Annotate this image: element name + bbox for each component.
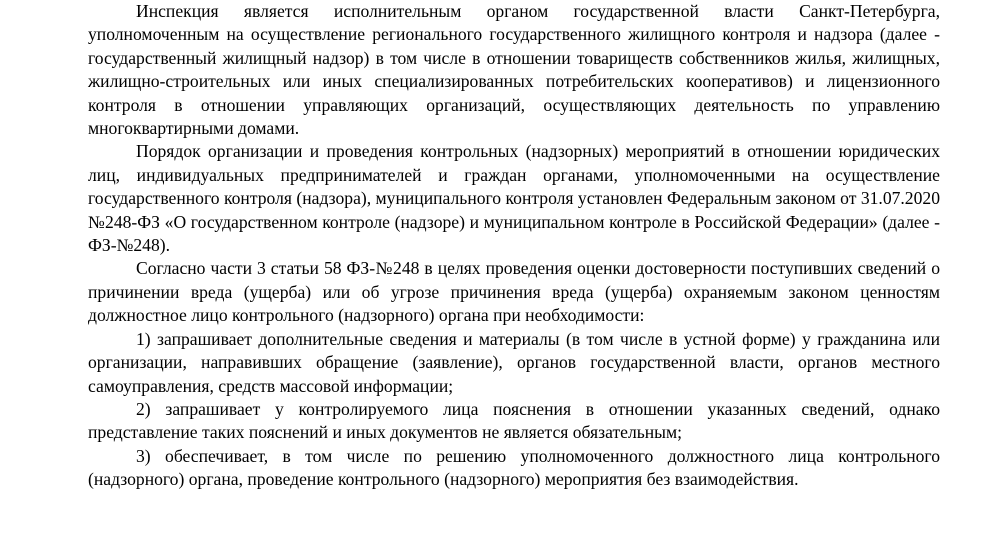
document-body [88, 0, 940, 492]
list-item-2: 2) запрашивает у контролируемого лица пояснения в отношении указанных сведений, однако представление таких пояснений и иных документов не является обязательным; [88, 398, 940, 443]
paragraph-control-procedure: Порядок организации и проведения контрольных (надзорных) мероприятий в отношении юридических лиц, индивидуальных предпринимателей и граждан органами, уполномоченными на осуществление государственного контроля (надзора), муниципального контроля установлен Федеральным законом от 31.07.2020 №248-ФЗ «О государственном контроле (надзоре) и муниципальном контроле в Российской Федерации» (далее - ФЗ-№248). [88, 141, 940, 256]
list-item-1: 1) запрашивает дополнительные сведения и материалы (в том числе в устной форме) у гражданина или организации, направивших обращение (заявление), органов государственной власти, органов местного самоуправления, средств массовой информации; [88, 328, 940, 396]
list-item-3: 3) обеспечивает, в том числе по решению уполномоченного должностного лица контрольного (надзорного) органа, проведение контрольного (надзорного) мероприятия без взаимодействия. [88, 445, 940, 490]
paragraph-article-58: Согласно части 3 статьи 58 ФЗ-№248 в целях проведения оценки достоверности поступивших сведений о причинении вреда (ущерба) или об угрозе причинения вреда (ущерба) охраняемым законом ценностям должностное лицо контрольного (надзорного) органа при необходимости: [88, 258, 940, 326]
paragraph-inspection-role: Инспекция является исполнительным органом государственной власти Санкт-Петербурга, уполномоченным на осуществление регионального государственного жилищного контроля и надзора (далее - государственный жилищный надзор) в том числе в отношении товариществ собственников жилья, жилищных, жилищно-строительных или иных специализированных потребительских кооперативов) и лицензионного контроля в отношении управляющих организаций, осуществляющих деятельность по управлению многоквартирными домами. [88, 1, 940, 139]
